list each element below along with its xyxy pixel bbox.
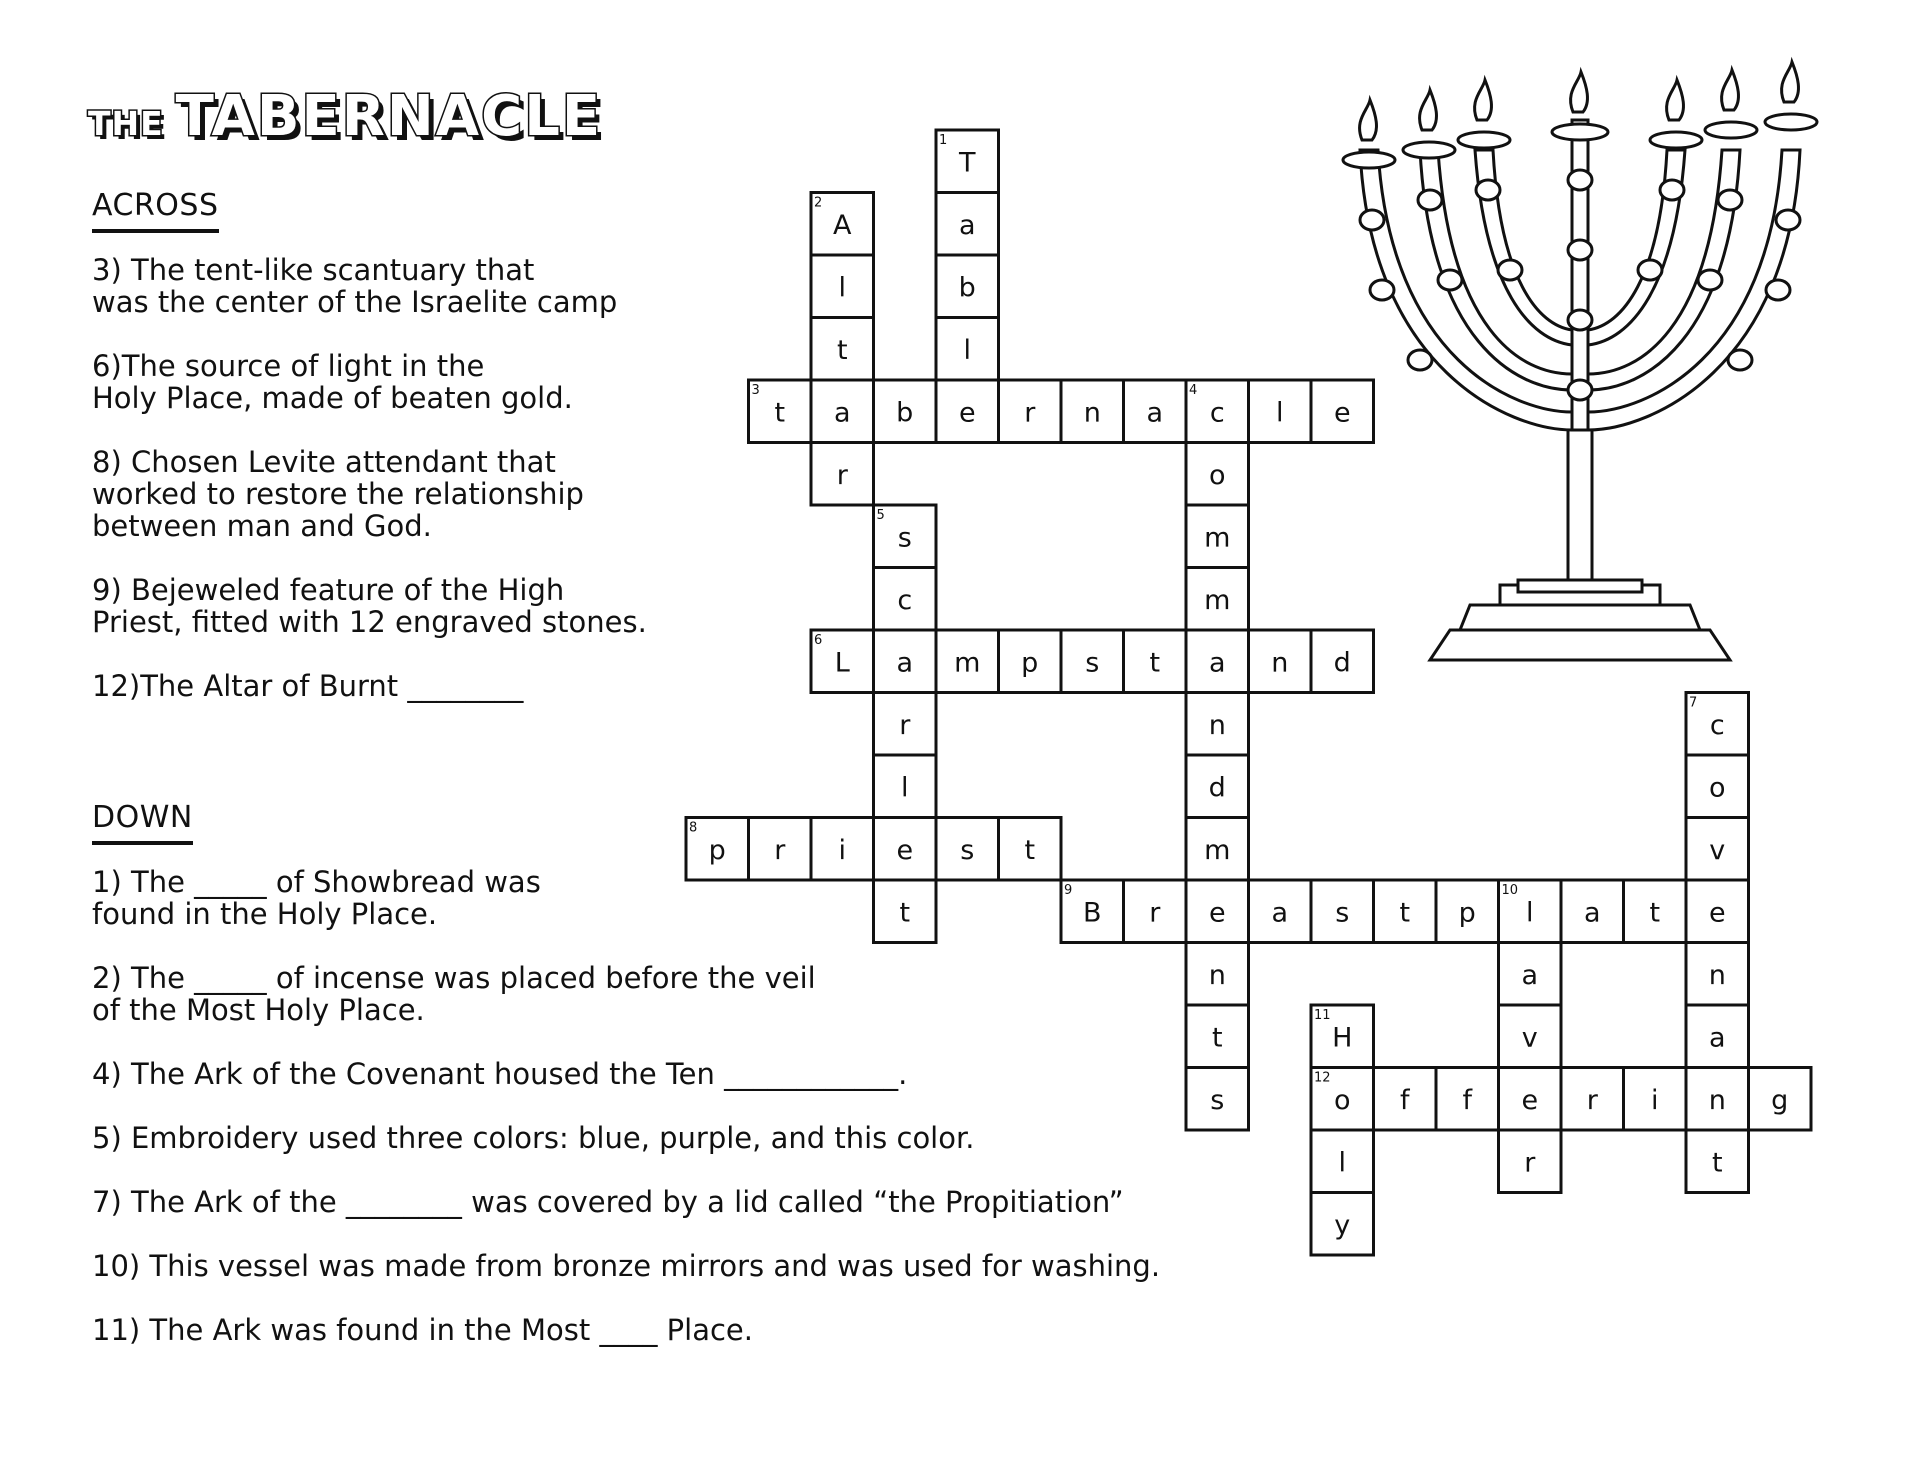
grid-cell[interactable] <box>1374 1068 1437 1131</box>
grid-cell[interactable] <box>1186 1068 1249 1131</box>
cell-letter: a <box>896 647 914 679</box>
grid-cell[interactable] <box>1311 1005 1374 1068</box>
grid-cell[interactable] <box>1436 880 1499 943</box>
cell-letter: H <box>1332 1022 1353 1054</box>
grid-cell[interactable] <box>874 380 937 443</box>
grid-cell[interactable] <box>1624 1068 1687 1131</box>
grid-cell[interactable] <box>874 568 937 631</box>
cell-letter: b <box>958 272 976 304</box>
grid-cell[interactable] <box>1374 880 1437 943</box>
grid-cell[interactable] <box>811 380 874 443</box>
grid-cell[interactable] <box>874 505 937 568</box>
cell-letter: a <box>1146 397 1164 429</box>
cell-letter: v <box>1709 834 1726 866</box>
down-clue-11: 11) The Ark was found in the Most ____ Place. <box>92 1313 753 1347</box>
grid-cell[interactable] <box>1249 630 1312 693</box>
grid-cell[interactable] <box>936 255 999 318</box>
across-clue-9: 9) Bejeweled feature of the High Priest, fitted with 12 engraved stones. <box>92 573 647 639</box>
grid-cell[interactable] <box>874 755 937 818</box>
cell-letter: t <box>1149 647 1161 679</box>
grid-cell[interactable] <box>936 818 999 881</box>
grid-cell[interactable] <box>936 318 999 381</box>
cell-letter: a <box>1583 897 1601 929</box>
grid-cell[interactable] <box>1499 880 1562 943</box>
grid-cell[interactable] <box>1061 380 1124 443</box>
cell-letter: l <box>900 772 909 804</box>
grid-cell[interactable] <box>1749 1068 1812 1131</box>
cell-letter: t <box>774 397 786 429</box>
grid-cell[interactable] <box>1124 630 1187 693</box>
cell-letter: r <box>1524 1147 1536 1179</box>
down-heading: DOWN <box>92 800 193 845</box>
grid-cell[interactable] <box>811 255 874 318</box>
grid-cell[interactable] <box>874 818 937 881</box>
cell-letter: A <box>833 209 852 241</box>
cell-letter: e <box>1333 397 1351 429</box>
grid-cell[interactable] <box>1249 380 1312 443</box>
clue-number: 4 <box>1189 383 1198 398</box>
grid-cell[interactable] <box>1686 1130 1749 1193</box>
cell-letter: s <box>1210 1084 1225 1116</box>
grid-cell[interactable] <box>936 193 999 256</box>
cell-letter: a <box>1708 1022 1726 1054</box>
grid-cell[interactable] <box>1061 630 1124 693</box>
cell-letter: s <box>1085 647 1100 679</box>
grid-cell[interactable] <box>999 630 1062 693</box>
cell-letter: s <box>1335 897 1350 929</box>
cell-letter: l <box>1338 1147 1347 1179</box>
grid-cell[interactable] <box>811 443 874 506</box>
cell-letter: l <box>838 272 847 304</box>
cell-letter: t <box>1711 1147 1723 1179</box>
clue-number: 10 <box>1501 883 1519 898</box>
clue-number: 3 <box>751 383 760 398</box>
grid-cell[interactable] <box>1311 1130 1374 1193</box>
cell-letter: a <box>833 397 851 429</box>
cell-letter: o <box>1208 459 1226 491</box>
menorah-illustration <box>1310 40 1830 680</box>
grid-cell[interactable] <box>1686 880 1749 943</box>
cell-letter: e <box>958 397 976 429</box>
cell-letter: t <box>1024 834 1036 866</box>
cell-letter: c <box>1709 709 1725 741</box>
cell-letter: n <box>1083 397 1101 429</box>
cell-letter: c <box>897 584 913 616</box>
across-clue-8: 8) Chosen Levite attendant that worked to restore the relationship between man and God. <box>92 445 584 543</box>
cell-letter: r <box>836 459 848 491</box>
grid-cell[interactable] <box>749 818 812 881</box>
down-clue-10: 10) This vessel was made from bronze mirrors and was used for washing. <box>92 1249 1161 1283</box>
cell-letter: B <box>1082 897 1102 929</box>
grid-cell[interactable] <box>1311 1193 1374 1256</box>
grid-cell[interactable] <box>1124 380 1187 443</box>
cell-letter: n <box>1208 709 1226 741</box>
cell-letter: d <box>1208 772 1226 804</box>
clue-number: 1 <box>939 133 948 148</box>
cell-letter: n <box>1708 959 1726 991</box>
down-clue-5: 5) Embroidery used three colors: blue, purple, and this color. <box>92 1121 975 1155</box>
cell-letter: y <box>1334 1209 1351 1241</box>
clue-number: 11 <box>1314 1008 1331 1023</box>
down-clue-2: 2) The _____ of incense was placed before the veil of the Most Holy Place. <box>92 961 816 1027</box>
cell-letter: i <box>1650 1084 1659 1116</box>
grid-cell[interactable] <box>1186 818 1249 881</box>
cell-letter: a <box>1271 897 1289 929</box>
grid-cell[interactable] <box>811 193 874 256</box>
cell-letter: p <box>1458 897 1476 929</box>
cell-letter: v <box>1521 1022 1538 1054</box>
grid-cell[interactable] <box>811 630 874 693</box>
grid-cell[interactable] <box>1124 880 1187 943</box>
cell-letter: n <box>1208 959 1226 991</box>
grid-cell[interactable] <box>1061 880 1124 943</box>
grid-cell[interactable] <box>749 380 812 443</box>
cell-letter: m <box>1204 584 1231 616</box>
grid-cell[interactable] <box>1186 443 1249 506</box>
clue-number: 12 <box>1314 1070 1331 1086</box>
cell-letter: l <box>1525 897 1534 929</box>
grid-cell[interactable] <box>1499 1068 1562 1131</box>
title-small: THE <box>88 104 164 143</box>
grid-cell[interactable] <box>1561 880 1624 943</box>
grid-cell[interactable] <box>1624 880 1687 943</box>
cell-letter: r <box>1149 897 1161 929</box>
grid-cell[interactable] <box>1311 1068 1374 1131</box>
cell-letter: b <box>896 397 914 429</box>
cell-letter: g <box>1771 1084 1789 1116</box>
down-clue-4: 4) The Ark of the Covenant housed the Ten ____________. <box>92 1057 908 1091</box>
cell-letter: T <box>959 147 976 179</box>
grid-cell[interactable] <box>1186 880 1249 943</box>
cell-letter: r <box>1024 397 1036 429</box>
cell-letter: r <box>899 709 911 741</box>
grid-cell[interactable] <box>936 380 999 443</box>
grid-cell[interactable] <box>1686 693 1749 756</box>
cell-letter: t <box>1211 1022 1223 1054</box>
cell-letter: o <box>1708 772 1726 804</box>
cell-letter: s <box>960 834 975 866</box>
cell-letter: f <box>1399 1084 1410 1116</box>
grid-cell[interactable] <box>1186 755 1249 818</box>
grid-cell[interactable] <box>1436 1068 1499 1131</box>
grid-cell[interactable] <box>1186 505 1249 568</box>
grid-cell[interactable] <box>686 818 749 881</box>
grid-cell[interactable] <box>1186 568 1249 631</box>
grid-cell[interactable] <box>1686 1005 1749 1068</box>
down-clue-1: 1) The _____ of Showbread was found in the Holy Place. <box>92 865 541 931</box>
cell-letter: n <box>1708 1084 1726 1116</box>
grid-cell[interactable] <box>1499 943 1562 1006</box>
grid-cell[interactable] <box>1499 1005 1562 1068</box>
grid-cell[interactable] <box>1686 818 1749 881</box>
grid-cell[interactable] <box>1561 1068 1624 1131</box>
cell-letter: L <box>834 647 850 679</box>
cell-letter: e <box>1708 897 1726 929</box>
clue-number: 8 <box>689 820 698 836</box>
cell-letter: c <box>1209 397 1225 429</box>
cell-letter: t <box>1649 897 1661 929</box>
cell-letter: o <box>1333 1084 1351 1116</box>
cell-letter: m <box>1204 834 1231 866</box>
clue-number: 9 <box>1064 883 1073 898</box>
grid-cell[interactable] <box>1686 755 1749 818</box>
grid-cell[interactable] <box>811 818 874 881</box>
cell-letter: s <box>897 522 912 554</box>
clue-number: 2 <box>814 195 823 211</box>
cell-letter: t <box>1399 897 1411 929</box>
grid-cell[interactable] <box>936 630 999 693</box>
grid-cell[interactable] <box>1311 880 1374 943</box>
down-clue-7: 7) The Ark of the ________ was covered by a lid called “the Propitiation” <box>92 1185 1124 1219</box>
cell-letter: f <box>1462 1084 1473 1116</box>
across-clue-3: 3) The tent-like scantuary that was the center of the Israelite camp <box>92 253 618 319</box>
cell-letter: m <box>954 647 981 679</box>
clue-number: 5 <box>876 508 885 523</box>
clue-number: 6 <box>814 633 823 648</box>
cell-letter: i <box>838 834 847 866</box>
clue-number: 7 <box>1689 695 1698 711</box>
grid-cell[interactable] <box>1249 880 1312 943</box>
grid-cell[interactable] <box>999 818 1062 881</box>
cell-letter: p <box>1021 647 1039 679</box>
grid-cell[interactable] <box>999 380 1062 443</box>
cell-letter: r <box>1586 1084 1598 1116</box>
grid-cell[interactable] <box>1686 1068 1749 1131</box>
grid-cell[interactable] <box>1186 380 1249 443</box>
grid-cell[interactable] <box>874 693 937 756</box>
cell-letter: l <box>1275 397 1284 429</box>
grid-cell[interactable] <box>1686 943 1749 1006</box>
grid-cell[interactable] <box>1186 693 1249 756</box>
grid-cell[interactable] <box>1186 1005 1249 1068</box>
cell-letter: n <box>1271 647 1289 679</box>
cell-letter: d <box>1333 647 1351 679</box>
cell-letter: r <box>774 834 786 866</box>
grid-cell[interactable] <box>936 130 999 193</box>
grid-cell[interactable] <box>1499 1130 1562 1193</box>
cell-letter: e <box>1521 1084 1539 1116</box>
across-heading: ACROSS <box>92 188 219 233</box>
cell-letter: a <box>1208 647 1226 679</box>
cell-letter: e <box>896 834 914 866</box>
cell-letter: l <box>963 334 972 366</box>
cell-letter: p <box>708 834 726 866</box>
cell-letter: m <box>1204 522 1231 554</box>
grid-cell[interactable] <box>1186 943 1249 1006</box>
title-big: TABERNACLE <box>175 84 603 149</box>
across-clue-12: 12)The Altar of Burnt ________ <box>92 669 524 703</box>
grid-cell[interactable] <box>1186 630 1249 693</box>
cell-letter: e <box>1208 897 1226 929</box>
grid-cell[interactable] <box>811 318 874 381</box>
cell-letter: t <box>899 897 911 929</box>
cell-letter: t <box>836 334 848 366</box>
grid-cell[interactable] <box>874 630 937 693</box>
grid-cell[interactable] <box>874 880 937 943</box>
across-clue-6: 6)The source of light in the Holy Place, made of beaten gold. <box>92 349 573 415</box>
cell-letter: a <box>1521 959 1539 991</box>
cell-letter: a <box>958 209 976 241</box>
